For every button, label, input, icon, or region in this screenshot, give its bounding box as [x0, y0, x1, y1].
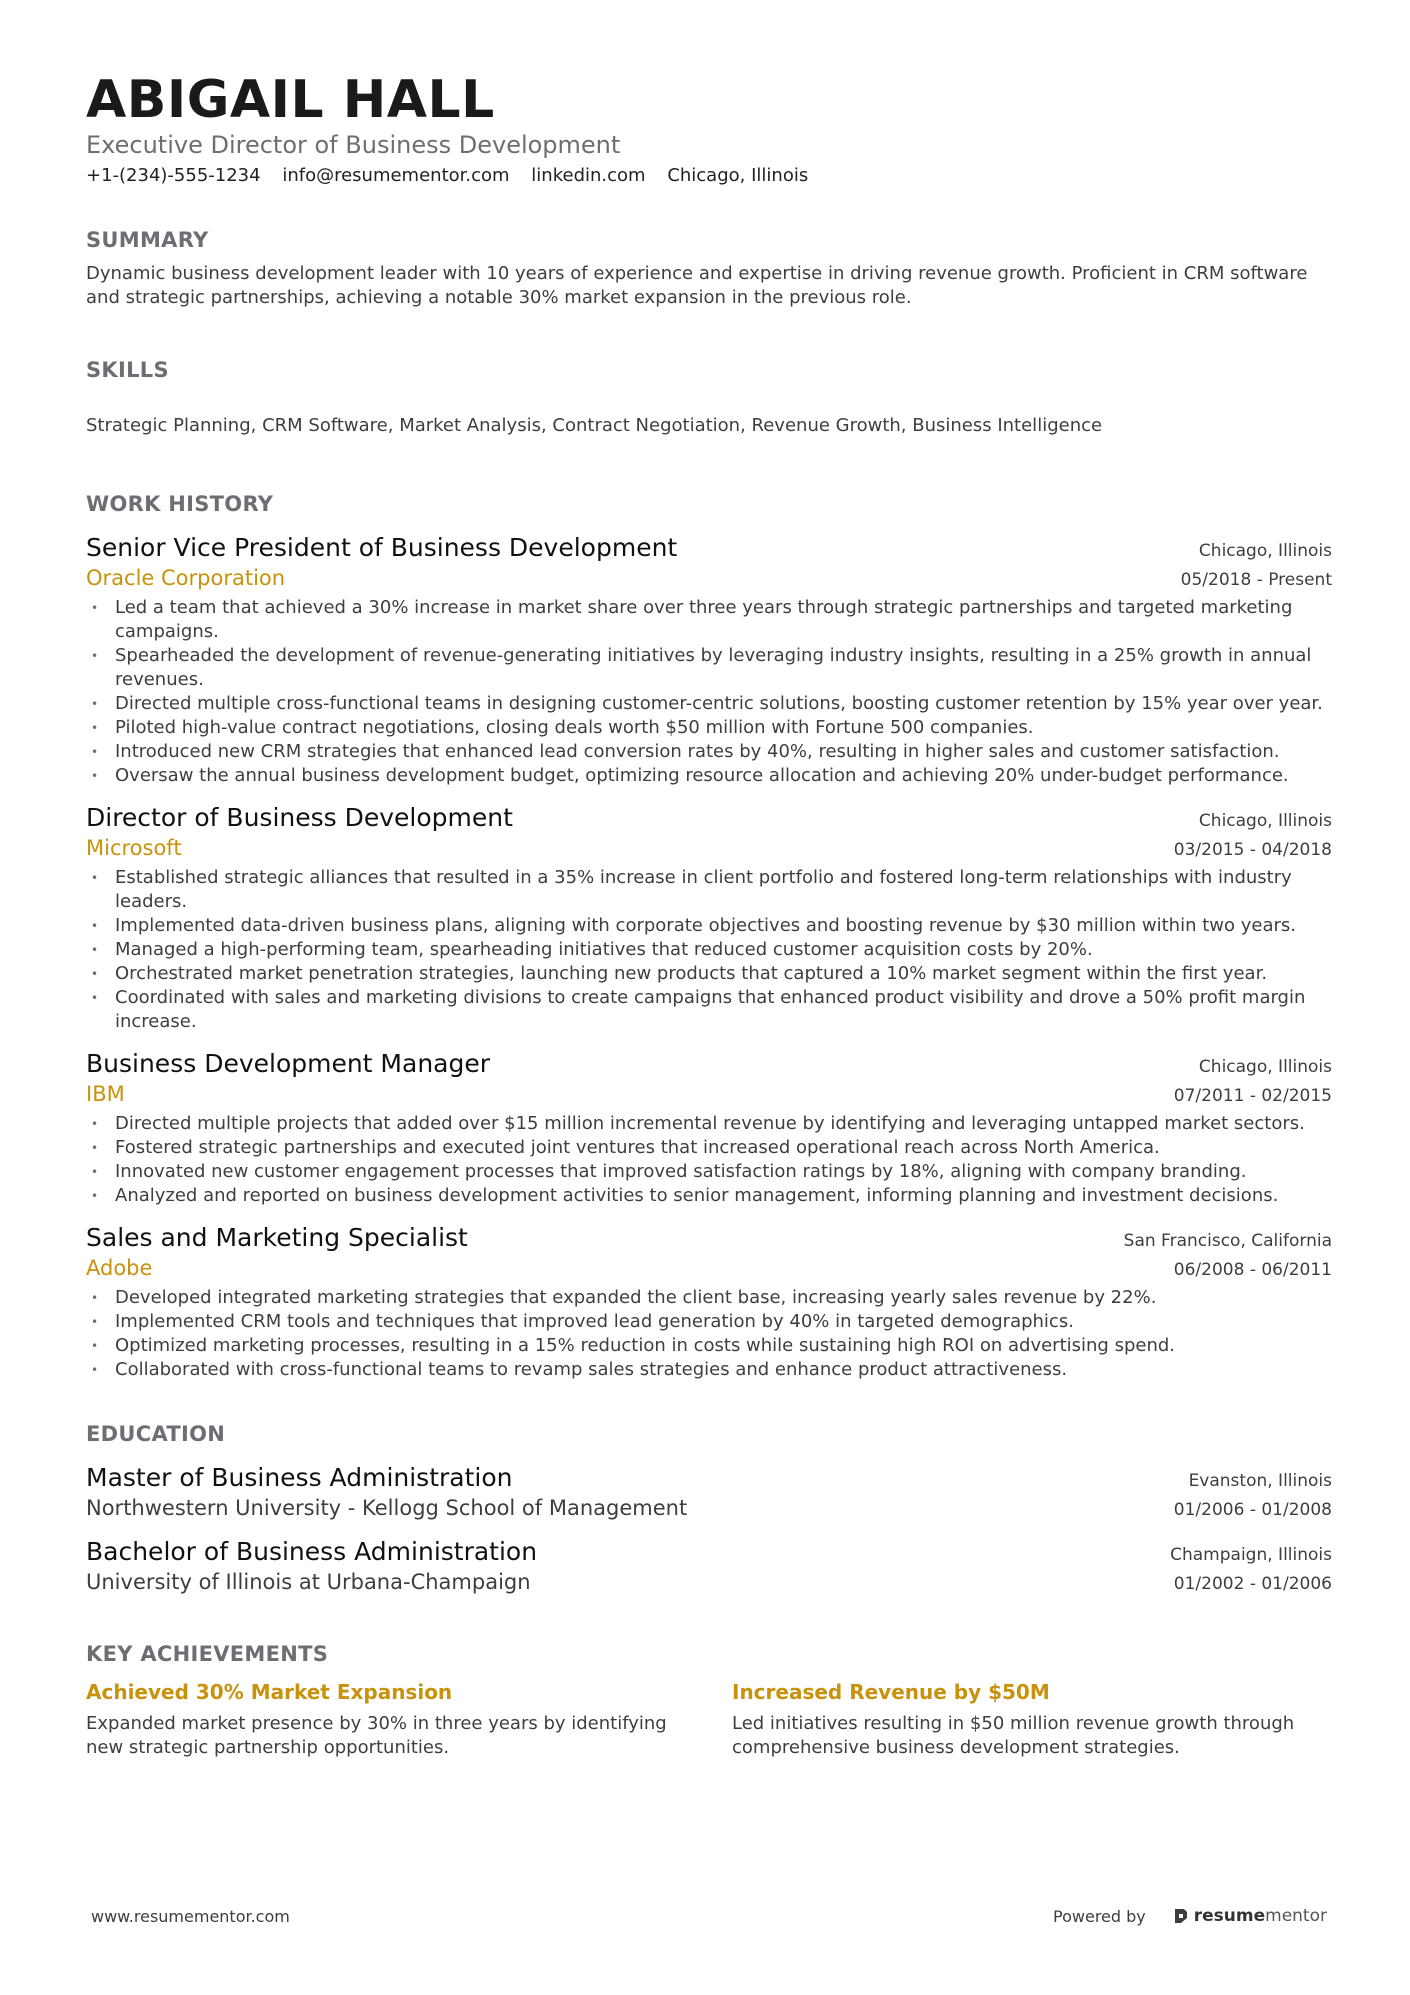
bullet-item: • Spearheaded the development of revenue-generating initiatives by leveraging industry insights, resulting in a 25% growth in annual revenues. — [86, 644, 1332, 692]
section-heading: KEY ACHIEVEMENTS — [86, 1642, 329, 1666]
brand-name-light: mentor — [1265, 1906, 1327, 1926]
page-footer — [91, 1906, 1327, 1926]
bullet-item: • Orchestrated market penetration strategies, launching new products that captured a 10% market segment within the first year. — [86, 962, 1332, 986]
job-dates: 03/2015 - 04/2018 — [1173, 840, 1332, 860]
candidate-title: Executive Director of Business Development — [86, 131, 621, 159]
education-dates: 01/2006 - 01/2008 — [1173, 1500, 1332, 1520]
job-entry — [86, 1048, 1332, 1208]
job-title: Senior Vice President of Business Development — [86, 533, 678, 562]
achievement-text: Expanded market presence by 30% in three years by identifying new strategic partnership opportunities. — [86, 1713, 667, 1758]
bullet-item: • Developed integrated marketing strategies that expanded the client base, increasing yearly sales revenue by 22%. — [86, 1286, 1332, 1310]
resume-page — [86, 72, 1332, 1760]
job-location: Chicago, Illinois — [1198, 541, 1332, 561]
skills-list: Strategic Planning, CRM Software, Market Analysis, Contract Negotiation, Revenue Growth, Business Intelligence — [86, 415, 1103, 436]
job-entry — [86, 1222, 1332, 1382]
bullet-item: • Oversaw the annual business development budget, optimizing resource allocation and achieving 20% under-budget performance. — [86, 764, 1332, 788]
bullet-item: • Coordinated with sales and marketing divisions to create campaigns that enhanced product visibility and drove a 50% profit margin increase. — [86, 986, 1332, 1034]
job-bullets — [86, 1286, 1332, 1382]
work-history-section — [86, 490, 1332, 1382]
job-entry — [86, 802, 1332, 1034]
contact-email[interactable]: info@resumementor.com — [282, 165, 510, 186]
section-heading: SUMMARY — [86, 228, 209, 252]
job-location: San Francisco, California — [1123, 1231, 1332, 1251]
section-heading: WORK HISTORY — [86, 492, 274, 516]
job-title: Director of Business Development — [86, 803, 513, 832]
job-dates: 06/2008 - 06/2011 — [1173, 1260, 1332, 1280]
bullet-item: • Established strategic alliances that resulted in a 35% increase in client portfolio and fostered long-term relationships with industry leaders. — [86, 866, 1332, 914]
job-title: Sales and Marketing Specialist — [86, 1223, 468, 1252]
contact-location: Chicago, Illinois — [667, 165, 809, 186]
bullet-item: • Led a team that achieved a 30% increase in market share over three years through strategic partnerships and targeted marketing campaigns. — [86, 596, 1332, 644]
achievement-text: Led initiatives resulting in $50 million revenue growth through comprehensive business development strategies. — [732, 1713, 1295, 1758]
job-dates: 07/2011 - 02/2015 — [1173, 1086, 1332, 1106]
section-heading: EDUCATION — [86, 1422, 226, 1446]
powered-by — [1053, 1906, 1327, 1926]
bullet-item: • Directed multiple projects that added over $15 million incremental revenue by identifying and leveraging untapped market sectors. — [86, 1112, 1332, 1136]
footer-website[interactable]: www.resumementor.com — [91, 1906, 290, 1926]
summary-text: Dynamic business development leader with 10 years of experience and expertise in driving revenue growth. Proficient in CRM software and strategic partnerships, achieving a notable 30% market expansion in the previous role. — [86, 263, 1308, 308]
bullet-item: • Collaborated with cross-functional teams to revamp sales strategies and enhance product attractiveness. — [86, 1358, 1332, 1382]
job-bullets — [86, 596, 1332, 788]
education-dates: 01/2002 - 01/2006 — [1173, 1574, 1332, 1594]
school-location: Evanston, Illinois — [1188, 1471, 1332, 1491]
bullet-item: • Fostered strategic partnerships and executed joint ventures that increased operational reach across North America. — [86, 1136, 1332, 1160]
company-name: IBM — [86, 1082, 125, 1106]
bullet-item: • Analyzed and reported on business development activities to senior management, informing planning and investment decisions. — [86, 1184, 1332, 1208]
job-bullets — [86, 1112, 1332, 1208]
job-entry — [86, 532, 1332, 788]
bullet-item: • Implemented data-driven business plans, aligning with corporate objectives and boosting revenue by $30 million within two years. — [86, 914, 1332, 938]
job-bullets — [86, 866, 1332, 1034]
school-name: Northwestern University - Kellogg School of Management — [86, 1496, 688, 1520]
company-name: Adobe — [86, 1256, 153, 1280]
resume-header — [86, 72, 1332, 188]
contact-phone: +1-(234)-555-1234 — [86, 165, 261, 186]
school-location: Champaign, Illinois — [1170, 1545, 1332, 1565]
bullet-item: • Innovated new customer engagement processes that improved satisfaction ratings by 18%, aligning with company branding. — [86, 1160, 1332, 1184]
bullet-item: • Piloted high-value contract negotiations, closing deals worth $50 million with Fortune 500 companies. — [86, 716, 1332, 740]
resumementor-logo-icon — [1174, 1908, 1188, 1924]
degree-name: Master of Business Administration — [86, 1463, 513, 1492]
school-name: University of Illinois at Urbana-Champaign — [86, 1570, 531, 1594]
education-entry — [86, 1536, 1332, 1596]
degree-name: Bachelor of Business Administration — [86, 1537, 538, 1566]
achievement-title: Achieved 30% Market Expansion — [86, 1680, 453, 1704]
job-dates: 05/2018 - Present — [1180, 570, 1332, 590]
key-achievements-section — [86, 1640, 1332, 1760]
candidate-name: ABIGAIL HALL — [86, 70, 495, 130]
powered-by-label: Powered by — [1053, 1906, 1146, 1926]
education-section — [86, 1420, 1332, 1596]
contact-linkedin[interactable]: linkedin.com — [531, 165, 646, 186]
education-entry — [86, 1462, 1332, 1522]
company-name: Oracle Corporation — [86, 566, 286, 590]
section-heading: SKILLS — [86, 358, 169, 382]
bullet-item: • Optimized marketing processes, resulting in a 15% reduction in costs while sustaining high ROI on advertising spend. — [86, 1334, 1332, 1358]
contact-line — [86, 164, 1332, 188]
job-location: Chicago, Illinois — [1198, 1057, 1332, 1077]
skills-section — [86, 356, 1332, 438]
job-location: Chicago, Illinois — [1198, 811, 1332, 831]
company-name: Microsoft — [86, 836, 182, 860]
summary-section — [86, 226, 1332, 310]
achievement-item — [86, 1678, 686, 1760]
bullet-item: • Directed multiple cross-functional teams in designing customer-centric solutions, boosting customer retention by 15% year over year. — [86, 692, 1332, 716]
bullet-item: • Introduced new CRM strategies that enhanced lead conversion rates by 40%, resulting in higher sales and customer satisfaction. — [86, 740, 1332, 764]
bullet-item: • Managed a high-performing team, spearheading initiatives that reduced customer acquisition costs by 20%. — [86, 938, 1332, 962]
job-title: Business Development Manager — [86, 1049, 491, 1078]
bullet-item: • Implemented CRM tools and techniques that improved lead generation by 40% in targeted demographics. — [86, 1310, 1332, 1334]
achievement-item — [732, 1678, 1332, 1760]
brand-name-bold: resume — [1193, 1906, 1266, 1926]
achievement-title: Increased Revenue by $50M — [732, 1680, 1050, 1704]
